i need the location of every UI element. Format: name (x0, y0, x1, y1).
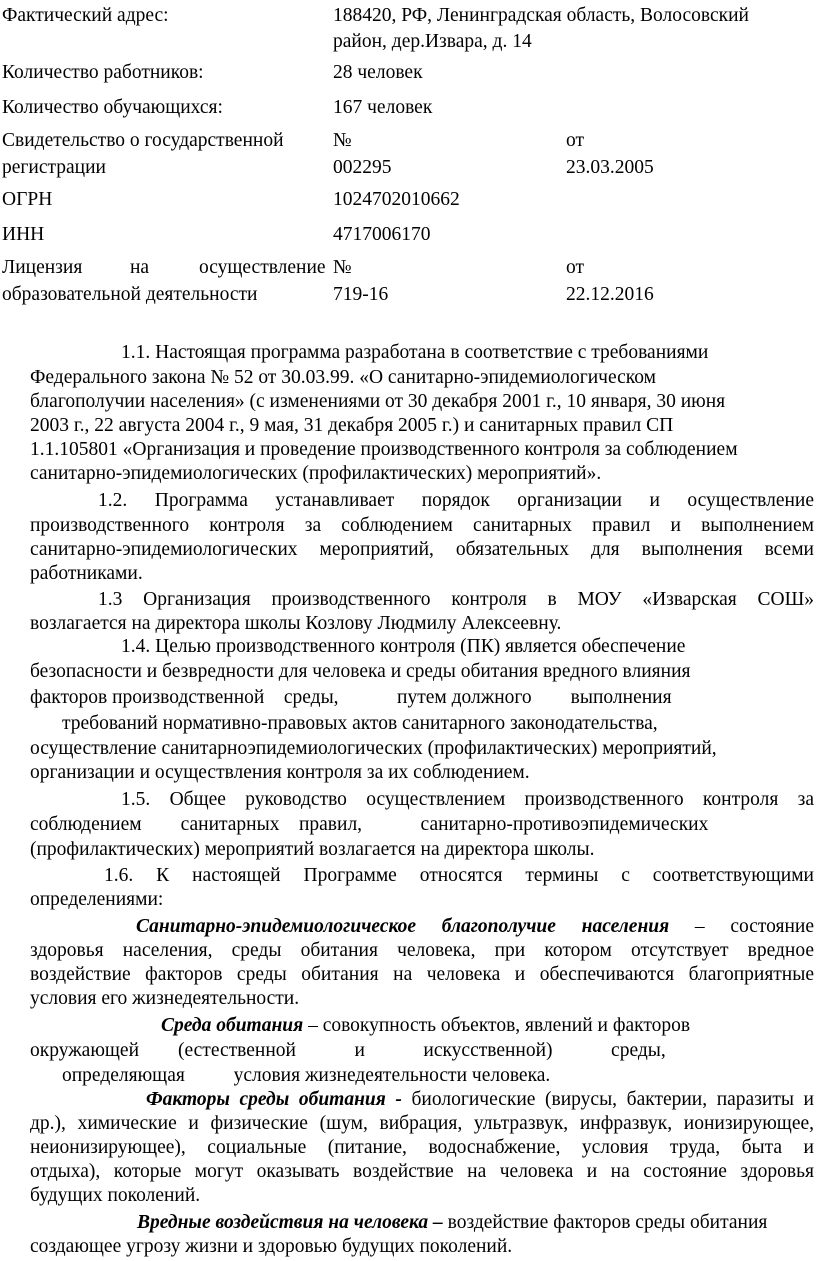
workers-value: 28 человек (333, 62, 423, 83)
text-line: определениями: (30, 889, 164, 910)
workers-label: Количество работников: (2, 62, 204, 83)
text-line: благополучии населения» (с изменениями от 30 декабря 2001 г., 10 января, 30 июня (30, 391, 726, 412)
text-line: 2003 г., 22 августа 2004 г., 9 мая, 31 декабря 2005 г.) и санитарных правил СП (30, 415, 674, 436)
text-line: безопасности и безвредности для человека и среды обитания вредного влияния (30, 661, 691, 682)
text-line: условия его жизнедеятельности. (30, 988, 300, 1009)
ogrn-label: ОГРН (2, 189, 53, 210)
text-line: 1.1.105801 «Организация и проведение производственного контроля за соблюдением (30, 439, 738, 460)
text-line: 1.1. Настоящая программа разработана в соответствие с требованиями (121, 342, 709, 363)
definition-text: – состояние (669, 916, 814, 937)
text-line: соблюдением санитарных правил, санитарно-противоэпидемических (30, 814, 709, 835)
inn-value: 4717006170 (333, 224, 431, 245)
license-label-line2: образовательной деятельности (2, 284, 258, 305)
text-line: 1.4. Целью производственного контроля (ПК) является обеспечение (121, 636, 686, 657)
text-line: санитарно-эпидемиологических (профилактических) мероприятий». (30, 463, 602, 484)
text-line: 1.6. К настоящей Программе относятся термины с соответствующими (104, 865, 814, 886)
address-line1: 188420, РФ, Ленинградская область, Волосовский (333, 5, 749, 26)
definition-text: воздействие факторов среды обитания (442, 1212, 768, 1233)
ogrn-value: 1024702010662 (333, 189, 460, 210)
inn-label: ИНН (2, 224, 45, 245)
license-label-w3: осуществление (199, 257, 326, 278)
definition-term: Вредные воздействия на человека – (137, 1212, 443, 1233)
text-line: отдыха), которые могут оказывать воздействие на человека и на состояние здоровья (30, 1161, 814, 1182)
text-line: возлагается на директора школы Козлову Людмилу Алексеевну. (30, 613, 562, 634)
definition-text: биологические (вирусы, бактерии, паразиты и (401, 1089, 814, 1110)
definition-text: – совокупность объектов, явлений и факторов (303, 1015, 691, 1036)
license-label-w2: на (130, 257, 150, 278)
text-line (136, 915, 814, 938)
text-line: 1.5. Общее руководство осуществлением производственного контроля за (121, 789, 814, 810)
text-line (137, 1211, 767, 1234)
license-label-w1: Лицензия (2, 257, 83, 278)
text-line: работниками. (30, 563, 143, 584)
text-line: воздействие факторов среды обитания на человека и обеспечиваются благоприятные (30, 964, 814, 985)
text-line: здоровья населения, среды обитания человека, при котором отсутствует вредное (30, 940, 814, 961)
text-line: окружающей (естественной и искусственной) среды, (30, 1040, 666, 1061)
cert-date: 23.03.2005 (566, 157, 654, 178)
cert-num-sign: № (333, 130, 352, 151)
text-line (161, 1014, 690, 1037)
text-line: Федерального закона № 52 от 30.03.99. «О санитарно-эпидемиологическом (30, 367, 656, 388)
definition-term: Факторы среды обитания - (146, 1089, 402, 1110)
text-line: определяющая условия жизнедеятельности человека. (62, 1065, 551, 1086)
text-line: 1.2. Программа устанавливает порядок организации и осуществление (98, 490, 814, 511)
license-from: от (566, 257, 585, 278)
text-line: факторов производственной среды, путем должного выполнения (30, 687, 672, 708)
text-line: санитарно-эпидемиологических мероприятий, обязательных для выполнения всеми (30, 539, 814, 560)
text-line: (профилактических) мероприятий возлагается на директора школы. (30, 839, 595, 860)
text-line (146, 1088, 814, 1111)
text-line: создающее угрозу жизни и здоровью будущих поколений. (30, 1236, 513, 1257)
cert-number: 002295 (333, 157, 392, 178)
license-number: 719-16 (333, 284, 389, 305)
cert-from: от (566, 130, 585, 151)
text-line: осуществление санитарноэпидемиологических (профилактических) мероприятий, (30, 738, 717, 759)
text-line: требований нормативно-правовых актов санитарного законодательства, (62, 713, 658, 734)
definition-term: Санитарно-эпидемиологическое благополучие населения (136, 916, 670, 937)
text-line: неионизирующее), социальные (питание, водоснабжение, условия труда, быта и (30, 1137, 814, 1158)
cert-label-line1: Свидетельство о государственной (2, 130, 284, 151)
text-line: организации и осуществления контроля за их соблюдением. (30, 762, 530, 783)
definition-term: Среда обитания (161, 1015, 304, 1036)
students-label: Количество обучающихся: (2, 97, 223, 118)
text-line: будущих поколений. (30, 1185, 201, 1206)
cert-label-line2: регистрации (2, 157, 106, 178)
text-line: производственного контроля за соблюдением санитарных правил и выполнением (30, 515, 814, 536)
license-num-sign: № (333, 257, 352, 278)
license-date: 22.12.2016 (566, 284, 654, 305)
address-line2: район, дер.Извара, д. 14 (333, 31, 532, 52)
text-line: др.), химические и физические (шум, вибрация, ультразвук, инфразвук, ионизирующее, (30, 1113, 814, 1134)
address-label: Фактический адрес: (2, 5, 169, 26)
students-value: 167 человек (333, 97, 433, 118)
text-line: 1.3 Организация производственного контроля в МОУ «Изварская СОШ» (98, 589, 814, 610)
